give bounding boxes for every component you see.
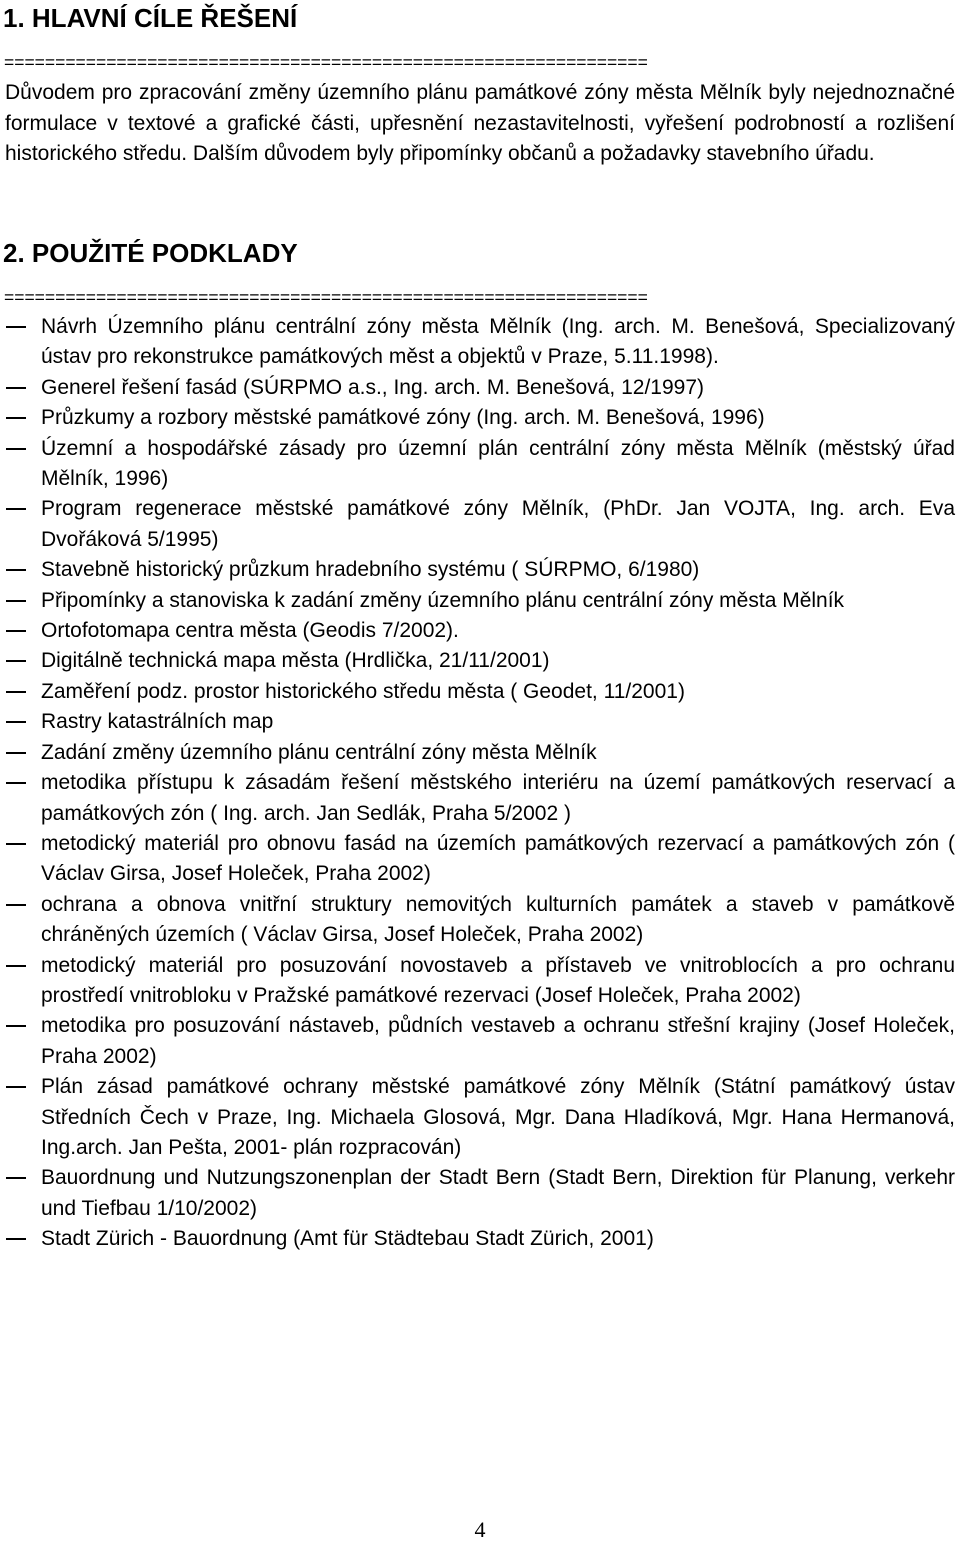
section-2-title: 2. POUŽITÉ PODKLADY [3,238,298,268]
list-item [0,1224,960,1254]
list-item [0,646,960,676]
list-item [0,951,960,1012]
dash-bullet-icon [6,508,26,510]
dash-bullet-icon [6,600,26,602]
list-item [0,707,960,737]
dash-bullet-icon [6,326,26,328]
list-item-text: Stadt Zürich - Bauordnung (Amt für Städtebau Stadt Zürich, 2001) [41,1227,654,1251]
list-item-text: ochrana a obnova vnitřní struktury nemovitých kulturních památek a staveb v památkově chráněných územích ( Václav Girsa, Josef Holeček, Praha 2002) [41,892,955,947]
dash-bullet-icon [6,569,26,571]
dash-bullet-icon [6,752,26,754]
dash-bullet-icon [6,691,26,693]
dash-bullet-icon [6,1025,26,1027]
list-item [0,555,960,585]
dash-bullet-icon [6,660,26,662]
dash-bullet-icon [6,1086,26,1088]
section-1-title: 1. HLAVNÍ CÍLE ŘEŠENÍ [3,3,298,33]
list-item [0,616,960,646]
list-item [0,1011,960,1072]
list-item [0,434,960,495]
list-item-text: metodický materiál pro posuzování novostaveb a přístaveb ve vnitroblocích a pro ochranu prostředí vnitrobloku v Pražské památkové rezervaci (Josef Holeček, Praha 2002) [41,953,955,1007]
list-item [0,586,960,616]
list-item-text: Digitálně technická mapa města (Hrdlička, 21/11/2001) [41,649,550,673]
list-item-text: Program regenerace městské památkové zóny Mělník, (PhDr. Jan VOJTA, Ing. arch. Eva Dvořáková 5/1995) [41,497,955,551]
list-item-text: Připomínky a stanoviska k zadání změny územního plánu centrální zóny města Mělník [41,588,845,612]
section-2-rule: =============================================================== [4,287,648,307]
list-item-text: Bauordnung und Nutzungszonenplan der Stadt Bern (Stadt Bern, Direktion für Planung, verkehr und Tiefbau 1/10/2002) [41,1166,955,1220]
section-1-text: Důvodem pro zpracování změny územního plánu památkové zóny města Mělník byly nejednoznačné formulace v textové a grafické části, upřesnění nezastavitelnosti, vyřešení podrobností a rozlišení historického středu. Dalším důvodem byly připomínky občanů a požadavky stavebního úřadu. [5,81,955,165]
list-item-text: Stavebně historický průzkum hradebního systému ( SÚRPMO, 6/1980) [41,558,700,582]
dash-bullet-icon [6,721,26,723]
list-item-text: metodika přístupu k zásadám řešení městského interiéru na území památkových reservací a památkových zón ( Ing. arch. Jan Sedlák, Praha 5/2002 ) [41,771,955,825]
list-item-text: Rastry katastrálních map [41,710,274,734]
list-item-text: Zaměření podz. prostor historického středu města ( Geodet, 11/2001) [41,679,685,703]
dash-bullet-icon [6,843,26,845]
dash-bullet-icon [6,1238,26,1240]
list-item-text: metodika pro posuzování nástaveb, půdních vestaveb a ochranu střešní krajiny (Josef Holeček, Praha 2002) [41,1014,955,1068]
list-item [0,403,960,433]
list-item-text: Zadání změny územního plánu centrální zóny města Mělník [41,740,597,764]
list-item [0,312,960,373]
list-item [0,1072,960,1163]
section-1-rule: =============================================================== [4,52,648,72]
list-item-text: Územní a hospodářské zásady pro územní plán centrální zóny města Mělník (městský úřad Mělník, 1996) [41,436,955,491]
dash-bullet-icon [6,448,26,450]
list-item [0,677,960,707]
list-item-text: Ortofotomapa centra města (Geodis 7/2002). [41,619,459,643]
list-item-text: Generel řešení fasád (SÚRPMO a.s., Ing. arch. M. Benešová, 12/1997) [41,375,704,399]
dash-bullet-icon [6,782,26,784]
list-item-text: metodický materiál pro obnovu fasád na územích památkových rezervací a památkových zón ( Václav Girsa, Josef Holeček, Praha 2002) [41,831,955,886]
dash-bullet-icon [6,1177,26,1179]
dash-bullet-icon [6,630,26,632]
list-item-text: Průzkumy a rozbory městské památkové zóny (Ing. arch. M. Benešová, 1996) [41,406,765,430]
list-item [0,829,960,890]
sources-list [0,312,960,1255]
list-item [0,890,960,951]
dash-bullet-icon [6,965,26,967]
list-item [0,768,960,829]
dash-bullet-icon [6,904,26,906]
list-item [0,494,960,555]
list-item-text: Návrh Územního plánu centrální zóny města Mělník (Ing. arch. M. Benešová, Specializovaný ústav pro rekonstrukce památkových měst a objektů v Praze, 5.11.1998). [41,315,955,369]
dash-bullet-icon [6,387,26,389]
dash-bullet-icon [6,417,26,419]
list-item [0,738,960,768]
list-item-text: Plán zásad památkové ochrany městské památkové zóny Mělník (Státní památkový ústav Středních Čech v Praze, Ing. Michaela Glosová, Mgr. Dana Hladíková, Mgr. Hana Hermanová, Ing.arch. Jan Pešta, 2001- plán rozpracován) [41,1075,955,1159]
list-item [0,1163,960,1224]
list-item [0,373,960,403]
page-number: 4 [474,1517,486,1542]
